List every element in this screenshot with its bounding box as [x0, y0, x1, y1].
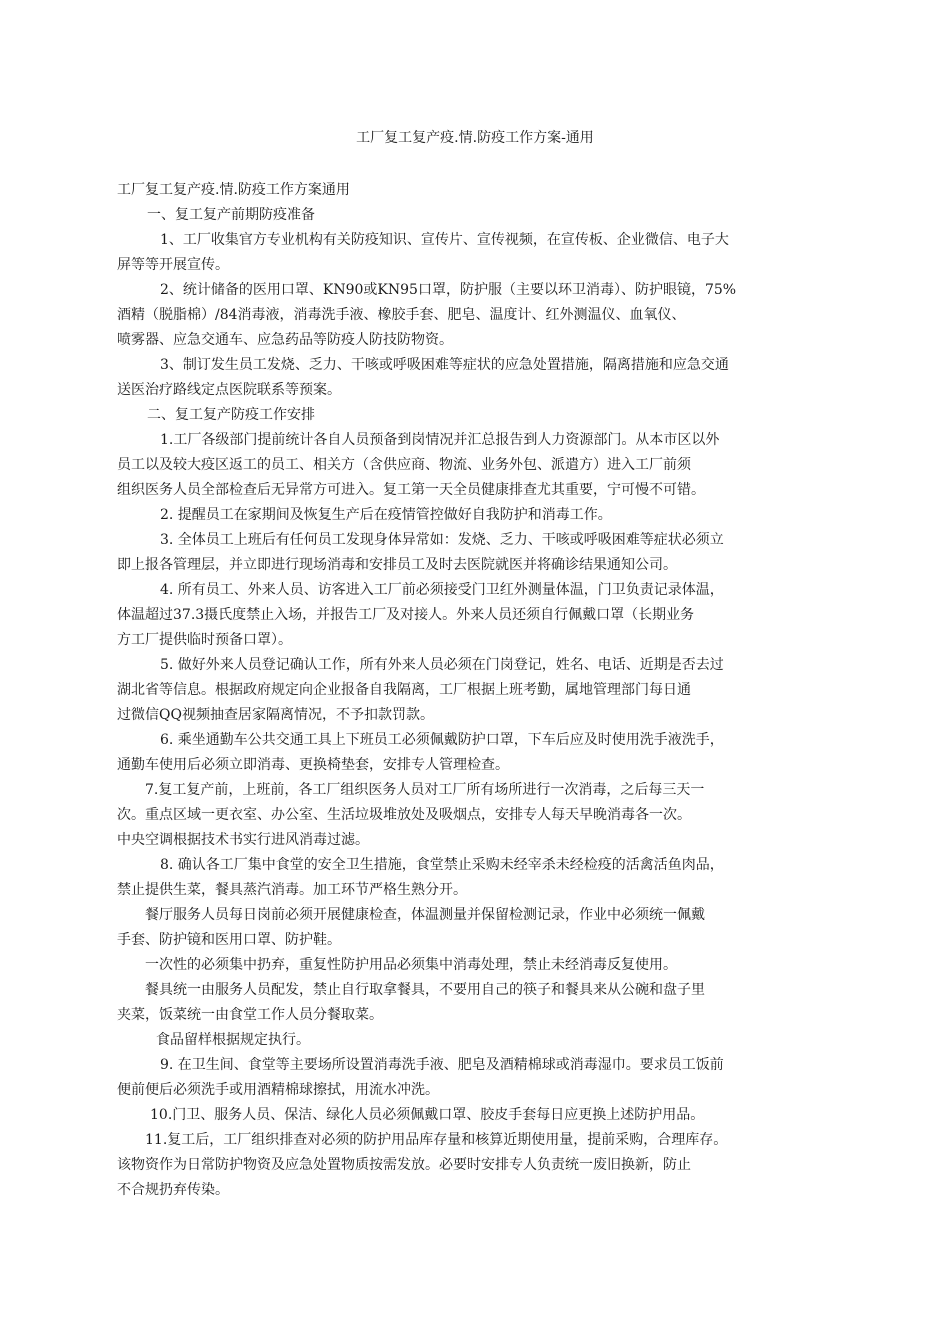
body-line: 9. 在卫生间、食堂等主要场所设置消毒洗手液、肥皂及酒精棉球或消毒湿巾。要求员工饭前 — [160, 1057, 724, 1073]
body-line: 员工以及较大疫区返工的员工、相关方（含供应商、物流、业务外包、派遣方）进入工厂前须 — [117, 457, 691, 473]
document-title: 工厂复工复产疫.情.防疫工作方案-通用 — [356, 130, 594, 146]
body-line: 10.门卫、服务人员、保洁、绿化人员必须佩戴口罩、胶皮手套每日应更换上述防护用品。 — [150, 1107, 705, 1123]
body-line: 组织医务人员全部检查后无异常方可进入。复工第一天全员健康排查尤其重要，宁可慢不可错。 — [117, 482, 705, 498]
body-line: 2. 提醒员工在家期间及恢复生产后在疫情管控做好自我防护和消毒工作。 — [160, 507, 612, 523]
body-line: 8. 确认各工厂集中食堂的安全卫生措施，食堂禁止采购未经宰杀未经检疫的活禽活鱼肉品， — [160, 857, 724, 873]
body-line: 食品留样根据规定执行。 — [156, 1032, 310, 1048]
section-heading: 一、复工复产前期防疫准备 — [147, 207, 315, 223]
body-line: 3、制订发生员工发烧、乏力、干咳或呼吸困难等症状的应急处置措施，隔离措施和应急交通 — [160, 357, 729, 373]
body-line: 送医治疗路线定点医院联系等预案。 — [117, 382, 341, 398]
body-line: 便前便后必须洗手或用酒精棉球擦拭，用流水冲洗。 — [117, 1082, 439, 1098]
body-line: 中央空调根据技术书实行进风消毒过滤。 — [117, 832, 369, 848]
body-line: 2、统计储备的医用口罩、KN90或KN95口罩，防护服（主要以环卫消毒）、防护眼镜，75% — [160, 282, 737, 298]
body-line: 3. 全体员工上班后有任何员工发现身体异常如：发烧、乏力、干咳或呼吸困难等症状必须立 — [160, 532, 724, 548]
body-line: 不合规扔弃传染。 — [117, 1182, 229, 1198]
body-line: 屏等等开展宣传。 — [117, 257, 229, 273]
body-line: 1、工厂收集官方专业机构有关防疫知识、宣传片、宣传视频，在宣传板、企业微信、电子大 — [160, 232, 729, 248]
body-line: 通勤车使用后必须立即消毒、更换椅垫套，安排专人管理检查。 — [117, 757, 509, 773]
subtitle-line: 工厂复工复产疫.情.防疫工作方案通用 — [117, 182, 350, 198]
body-line: 1.工厂各级部门提前统计各自人员预备到岗情况并汇总报告到人力资源部门。从本市区以外 — [160, 432, 720, 448]
body-line: 一次性的必须集中扔弃，重复性防护用品必须集中消毒处理，禁止未经消毒反复使用。 — [145, 957, 677, 973]
body-line: 喷雾器、应急交通车、应急药品等防疫人防技防物资。 — [117, 332, 453, 348]
body-line: 即上报各管理层，并立即进行现场消毒和安排员工及时去医院就医并将确诊结果通知公司。 — [117, 557, 677, 573]
body-line: 餐厅服务人员每日岗前必须开展健康检查，体温测量并保留检测记录，作业中必须统一佩戴 — [145, 907, 705, 923]
body-line: 禁止提供生菜，餐具蒸汽消毒。加工环节严格生熟分开。 — [117, 882, 467, 898]
body-line: 夹菜，饭菜统一由食堂工作人员分餐取菜。 — [117, 1007, 383, 1023]
body-line: 5. 做好外来人员登记确认工作，所有外来人员必须在门岗登记，姓名、电话、近期是否去过 — [160, 657, 724, 673]
body-line: 手套、防护镜和医用口罩、防护鞋。 — [117, 932, 341, 948]
body-line: 6. 乘坐通勤车公共交通工具上下班员工必须佩戴防护口罩，下车后应及时使用洗手液洗手， — [160, 732, 724, 748]
body-line: 餐具统一由服务人员配发，禁止自行取拿餐具，不要用自己的筷子和餐具来从公碗和盘子里 — [145, 982, 705, 998]
body-line: 方工厂提供临时预备口罩）。 — [117, 632, 292, 648]
body-line: 湖北省等信息。根据政府规定向企业报备自我隔离，工厂根据上班考勤，属地管理部门每日通 — [117, 682, 691, 698]
body-line: 11.复工后，工厂组织排查对必须的防护用品库存量和核算近期使用量，提前采购，合理库存。 — [145, 1132, 728, 1148]
body-line: 次。重点区域一更衣室、办公室、生活垃圾堆放处及吸烟点，安排专人每天早晚消毒各一次。 — [117, 807, 691, 823]
body-line: 该物资作为日常防护物资及应急处置物质按需发放。必要时安排专人负责统一废旧换新，防止 — [117, 1157, 691, 1173]
body-line: 过微信QQ视频抽查居家隔离情况，不予扣款罚款。 — [117, 707, 434, 723]
section-heading: 二、复工复产防疫工作安排 — [147, 407, 315, 423]
body-line: 7.复工复产前，上班前，各工厂组织医务人员对工厂所有场所进行一次消毒，之后每三天一 — [145, 782, 705, 798]
body-line: 体温超过37.3摄氏度禁止入场，并报告工厂及对接人。外来人员还须自行佩戴口罩（长期业务 — [117, 607, 695, 623]
body-line: 酒精（脱脂棉）/84消毒液，消毒洗手液、橡胶手套、肥皂、温度计、红外测温仪、血氧仪、 — [117, 307, 686, 323]
body-line: 4. 所有员工、外来人员、访客进入工厂前必须接受门卫红外测量体温，门卫负责记录体温， — [160, 582, 724, 598]
